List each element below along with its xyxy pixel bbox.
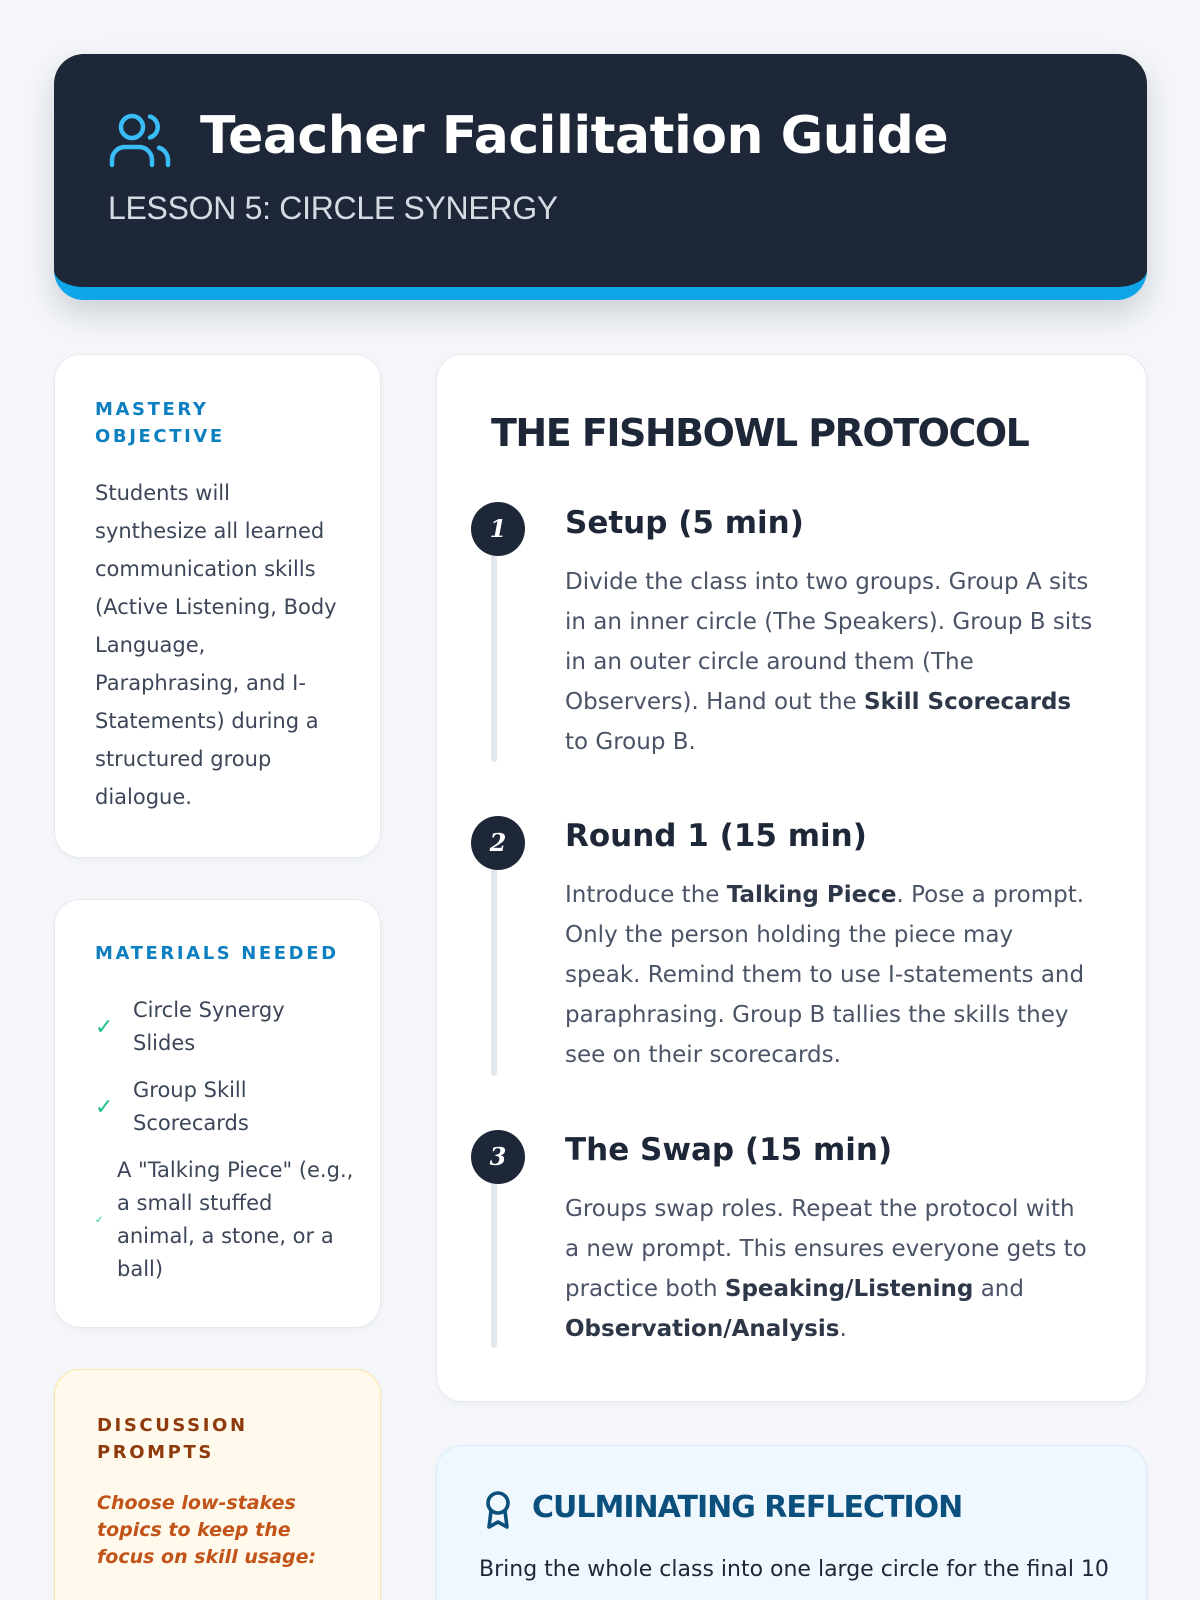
reflection-title: CULMINATING REFLECTION	[532, 1490, 963, 1525]
material-text: A "Talking Piece" (e.g., a small stuffed animal, a stone, or a ball)	[117, 1158, 354, 1281]
award-icon	[482, 1490, 514, 1530]
material-text: Group Skill Scorecards	[133, 1078, 249, 1135]
step-number: 2	[471, 816, 525, 870]
list-item	[95, 1074, 335, 1140]
step-connector	[491, 1176, 497, 1348]
check-icon: ✓	[95, 1214, 104, 1226]
users-icon	[108, 110, 172, 168]
list-item	[95, 994, 335, 1060]
protocol-title: THE FISHBOWL PROTOCOL	[491, 411, 1029, 455]
step-title: The Swap (15 min)	[565, 1132, 893, 1168]
discussion-note: Choose low-stakes topics to keep the focus on skill usage:	[97, 1492, 317, 1568]
step-number: 1	[471, 502, 525, 556]
materials-label: MATERIALS NEEDED	[95, 943, 339, 964]
step-body: Groups swap roles. Repeat the protocol with a new prompt. This ensures everyone gets to practice both Speaking/Listening and Observation/Analysis.	[565, 1196, 1087, 1342]
page-title: Teacher Facilitation Guide	[200, 106, 949, 166]
step-body: Divide the class into two groups. Group A sits in an inner circle (The Speakers). Group B sits in an outer circle around them (The Observers). Hand out the Skill Scorecards to Group B.	[565, 569, 1093, 755]
lesson-subtitle: LESSON 5: CIRCLE SYNERGY	[108, 190, 558, 226]
step-connector	[491, 862, 497, 1076]
check-icon: ✓	[95, 1014, 114, 1040]
step-connector	[491, 548, 497, 762]
reflection-text: Bring the whole class into one large circle for the final 10	[479, 1557, 1109, 1582]
objective-text: Students will synthesize all learned communication skills (Active Listening, Body Language, Paraphrasing, and I-Statements) during a structured group dialogue.	[95, 481, 337, 809]
check-icon: ✓	[95, 1094, 114, 1120]
step-title: Setup (5 min)	[565, 505, 804, 541]
material-text: Circle Synergy Slides	[133, 998, 285, 1055]
page-header	[54, 54, 1147, 300]
step-body: Introduce the Talking Piece. Pose a prompt. Only the person holding the piece may speak. Remind them to use I-statements and paraphrasing. Group B tallies the skills they see on their scorecards.	[565, 882, 1085, 1068]
step-title: Round 1 (15 min)	[565, 818, 867, 854]
objective-label: MASTERY OBJECTIVE	[95, 399, 225, 447]
discussion-label: DISCUSSION PROMPTS	[97, 1415, 248, 1463]
list-item	[95, 1154, 355, 1286]
step-number: 3	[471, 1130, 525, 1184]
